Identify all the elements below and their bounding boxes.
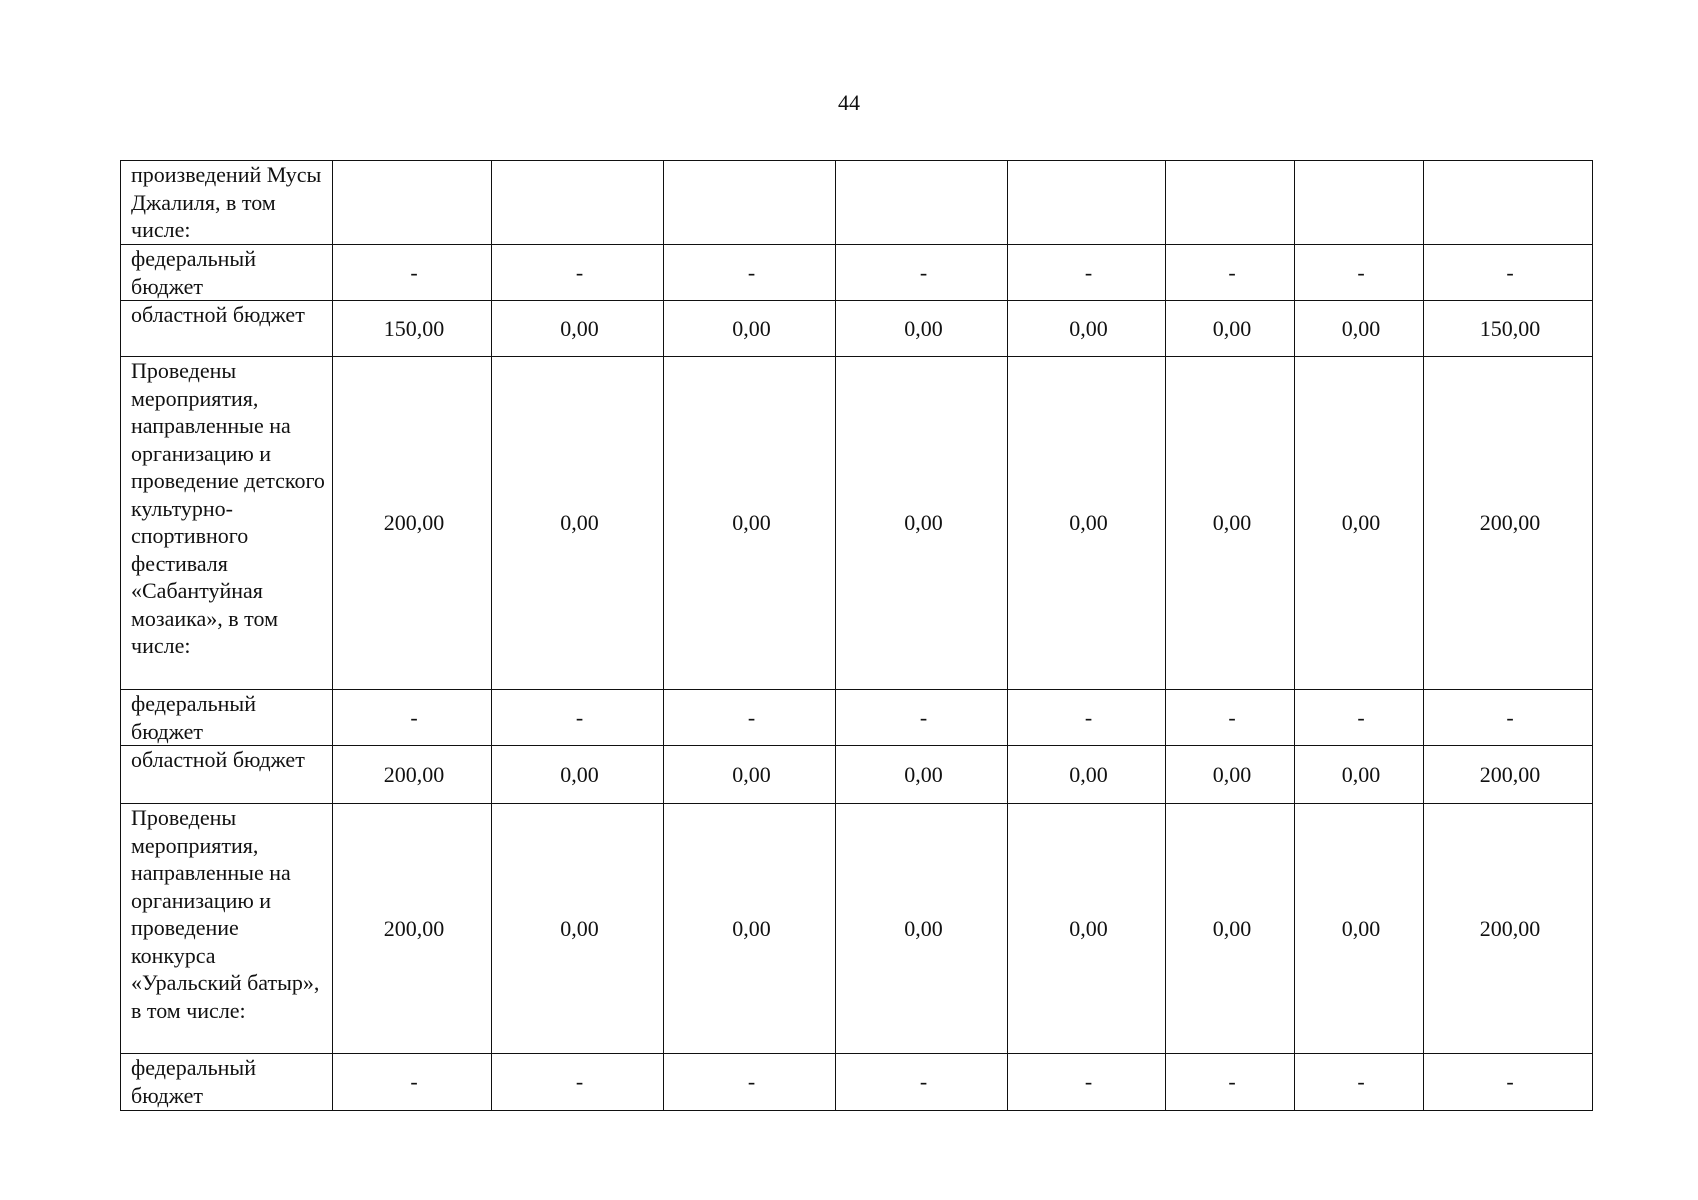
table-cell: 0,00 bbox=[836, 746, 1008, 804]
table-cell: - bbox=[1424, 1054, 1593, 1111]
table-row bbox=[121, 301, 1593, 357]
table-cell bbox=[1295, 161, 1424, 245]
table-cell: 0,00 bbox=[1295, 746, 1424, 804]
table-cell: 0,00 bbox=[1295, 301, 1424, 357]
table-cell: 0,00 bbox=[664, 301, 836, 357]
table-cell bbox=[1424, 161, 1593, 245]
table-cell bbox=[492, 161, 664, 245]
table-cell: 0,00 bbox=[836, 804, 1008, 1054]
table-cell: - bbox=[1166, 1054, 1295, 1111]
row-label: Проведены мероприятия, направленные на организацию и проведение детского культурно-спортивного фестиваля «Сабантуйная мозаика», в том числе: bbox=[121, 357, 333, 690]
table-cell: - bbox=[333, 690, 492, 746]
table-row bbox=[121, 746, 1593, 804]
table-cell: - bbox=[333, 245, 492, 301]
table-cell: - bbox=[836, 1054, 1008, 1111]
table-cell: - bbox=[492, 245, 664, 301]
table-cell: 0,00 bbox=[1166, 301, 1295, 357]
table-cell: - bbox=[664, 690, 836, 746]
table-row bbox=[121, 804, 1593, 1054]
table-row bbox=[121, 161, 1593, 245]
table-cell: 0,00 bbox=[1008, 301, 1166, 357]
table-row bbox=[121, 245, 1593, 301]
table-cell: 0,00 bbox=[1166, 804, 1295, 1054]
table-cell: 0,00 bbox=[1008, 804, 1166, 1054]
table-cell: - bbox=[333, 1054, 492, 1111]
table-cell bbox=[333, 161, 492, 245]
row-label: федеральный бюджет bbox=[121, 1054, 333, 1111]
table-cell: 200,00 bbox=[1424, 357, 1593, 690]
budget-table bbox=[120, 160, 1593, 1111]
row-label: произведений Мусы Джалиля, в том числе: bbox=[121, 161, 333, 245]
row-label: федеральный бюджет bbox=[121, 690, 333, 746]
table-cell: 0,00 bbox=[492, 357, 664, 690]
row-label: областной бюджет bbox=[121, 301, 333, 357]
row-label: федеральный бюджет bbox=[121, 245, 333, 301]
table-cell: - bbox=[836, 690, 1008, 746]
table-cell: 0,00 bbox=[664, 357, 836, 690]
table-cell: 150,00 bbox=[1424, 301, 1593, 357]
table-cell: 0,00 bbox=[836, 357, 1008, 690]
table-cell: 0,00 bbox=[492, 301, 664, 357]
table-cell: - bbox=[1008, 1054, 1166, 1111]
table-cell bbox=[836, 161, 1008, 245]
table-cell: 200,00 bbox=[333, 804, 492, 1054]
table-cell: - bbox=[1424, 245, 1593, 301]
table-cell: 200,00 bbox=[333, 357, 492, 690]
table-row bbox=[121, 690, 1593, 746]
table-cell: 200,00 bbox=[1424, 746, 1593, 804]
table-cell: 0,00 bbox=[664, 804, 836, 1054]
table-cell: 0,00 bbox=[1166, 357, 1295, 690]
table-cell: - bbox=[1424, 690, 1593, 746]
table-cell: - bbox=[1295, 690, 1424, 746]
table-cell: - bbox=[1008, 245, 1166, 301]
table-cell: - bbox=[836, 245, 1008, 301]
table-cell: - bbox=[1166, 245, 1295, 301]
table-cell bbox=[664, 161, 836, 245]
table-row bbox=[121, 357, 1593, 690]
table-row bbox=[121, 1054, 1593, 1111]
table-cell: - bbox=[492, 1054, 664, 1111]
table-cell: 0,00 bbox=[836, 301, 1008, 357]
table-cell bbox=[1008, 161, 1166, 245]
table-cell: - bbox=[664, 245, 836, 301]
table-cell: 0,00 bbox=[1008, 746, 1166, 804]
table-cell: - bbox=[1166, 690, 1295, 746]
row-label: Проведены мероприятия, направленные на организацию и проведение конкурса «Уральский батыр», в том числе: bbox=[121, 804, 333, 1054]
table-cell: 150,00 bbox=[333, 301, 492, 357]
table-cell: 0,00 bbox=[492, 746, 664, 804]
table-cell: 0,00 bbox=[664, 746, 836, 804]
table-cell: 200,00 bbox=[333, 746, 492, 804]
table-cell: - bbox=[1295, 245, 1424, 301]
table-cell: 0,00 bbox=[1295, 357, 1424, 690]
table-cell bbox=[1166, 161, 1295, 245]
table-cell: 0,00 bbox=[1295, 804, 1424, 1054]
table-cell: - bbox=[664, 1054, 836, 1111]
table-cell: - bbox=[1295, 1054, 1424, 1111]
row-label: областной бюджет bbox=[121, 746, 333, 804]
page-number: 44 bbox=[838, 90, 860, 115]
table-cell: - bbox=[1008, 690, 1166, 746]
table-cell: 0,00 bbox=[1166, 746, 1295, 804]
table-cell: 0,00 bbox=[1008, 357, 1166, 690]
table-cell: 200,00 bbox=[1424, 804, 1593, 1054]
table-cell: - bbox=[492, 690, 664, 746]
table-cell: 0,00 bbox=[492, 804, 664, 1054]
